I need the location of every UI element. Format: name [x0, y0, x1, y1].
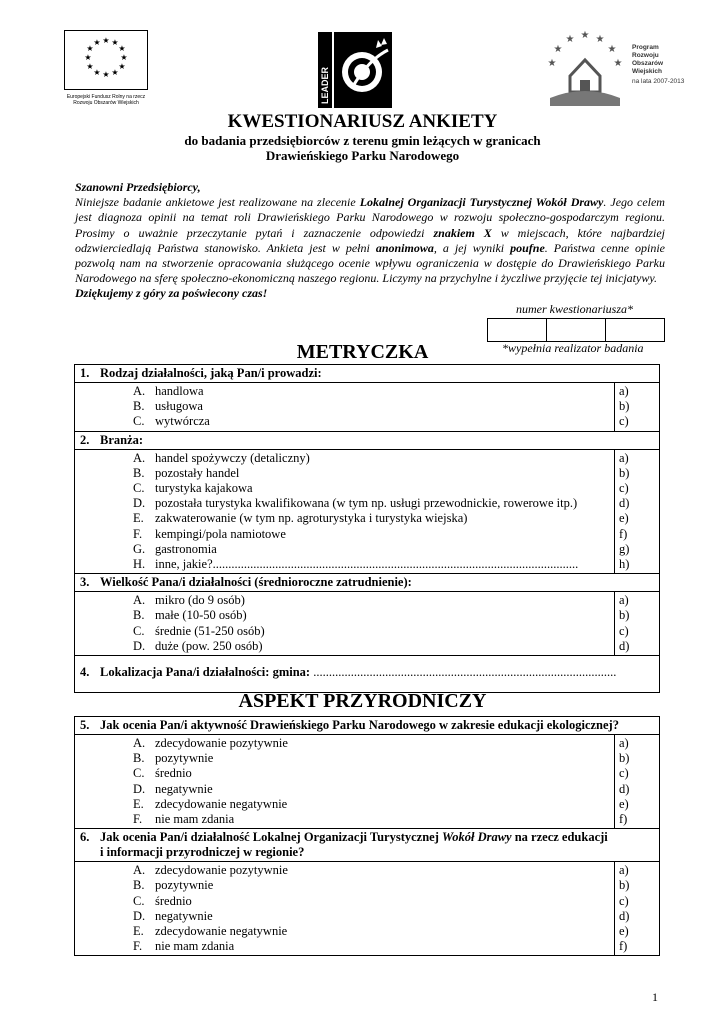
prow-line: Obszarów	[632, 60, 664, 67]
svg-text:★: ★	[118, 62, 126, 71]
option-text: pozostały handel	[155, 465, 240, 480]
svg-text:★: ★	[102, 70, 110, 79]
answer-checkbox[interactable]	[619, 812, 659, 827]
option-text: pozostała turystyka kwalifikowana (w tym np. usługi przewodnickie, rowerowe itp.)	[155, 496, 578, 511]
greeting: Szanowni Przedsiębiorcy,	[75, 180, 201, 194]
question-text: Jak ocenia Pan/i działalność Lokalnej Organizacji Turystycznej	[100, 830, 443, 845]
option-text: negatywnie	[155, 781, 213, 796]
option-letter: B.	[133, 608, 145, 623]
option-row	[75, 797, 614, 812]
option-text: średnie (51-250 osób)	[155, 623, 265, 638]
question-3-checkboxes	[615, 592, 660, 656]
thanks: Dziękujemy z góry za poświecony czas!	[75, 286, 268, 301]
answer-letter: a)	[619, 736, 629, 750]
svg-text:★: ★	[120, 53, 128, 62]
answer-letter: h)	[619, 557, 630, 572]
prow-text	[632, 44, 684, 86]
option-letter: B.	[133, 878, 145, 893]
option-row	[75, 736, 614, 751]
answer-checkbox[interactable]	[619, 766, 659, 781]
answer-letter: a)	[619, 593, 629, 608]
svg-text:★: ★	[86, 44, 94, 53]
option-text: handel spożywczy (detaliczny)	[155, 450, 310, 465]
question-number: 2.	[80, 432, 90, 447]
answer-dots: .................................................................................................	[310, 665, 617, 680]
metryczka-table	[74, 364, 660, 693]
svg-text:★: ★	[86, 62, 94, 71]
eu-logo	[58, 30, 154, 110]
option-row	[75, 451, 614, 466]
option-row	[75, 466, 614, 481]
option-text: zdecydowanie pozytywnie	[155, 736, 288, 750]
answer-checkbox[interactable]	[619, 909, 659, 924]
option-row	[75, 608, 614, 623]
answer-letter: a)	[619, 863, 629, 878]
questionnaire-number-label: numer kwestionariusza*	[516, 302, 633, 316]
svg-text:★: ★	[547, 58, 557, 69]
option-text: wytwórcza	[155, 414, 210, 429]
answer-checkbox[interactable]	[619, 557, 659, 572]
questionnaire-number-box[interactable]	[546, 318, 606, 342]
question-2-header	[75, 431, 660, 449]
intro-text: , a jej wyniki	[433, 240, 511, 255]
option-row	[75, 511, 614, 526]
question-5-checkboxes	[615, 735, 660, 829]
option-text: zakwaterowanie (w tym np. agroturystyka i turystyka wiejska)	[155, 511, 468, 526]
answer-letter: b)	[619, 878, 630, 893]
answer-checkbox[interactable]	[619, 797, 659, 812]
question-number: 4.	[80, 665, 90, 680]
option-text: pozytywnie	[155, 751, 214, 766]
question-3-header	[75, 574, 660, 592]
svg-text:★: ★	[93, 68, 101, 77]
intro-paragraph	[75, 180, 665, 302]
svg-text:★: ★	[580, 30, 590, 41]
answer-letter: b)	[619, 399, 630, 414]
section-title-metryczka: METRYCZKA	[296, 341, 429, 363]
option-letter: A.	[133, 450, 146, 465]
logo-bar	[0, 22, 725, 112]
option-text: nie mam zdania	[155, 939, 235, 954]
subtitle-line: do badania przedsiębiorców z terenu gmin leżących w granicach	[184, 133, 541, 148]
answer-checkbox[interactable]	[619, 481, 659, 496]
option-text: handlowa	[155, 384, 204, 398]
answer-checkbox[interactable]	[619, 542, 659, 557]
option-text: inne, jakie?.....................................................................................................................	[155, 557, 579, 572]
option-letter: H.	[133, 557, 146, 572]
intro-text: w miejscach, które najbardziej odzwierciedlają Państwa stanowisko. Ankieta jest w pełni	[75, 225, 665, 255]
option-letter: F.	[133, 526, 143, 541]
svg-text:★: ★	[84, 53, 92, 62]
question-text: Jak ocenia Pan/i aktywność Drawieńskiego Parku Narodowego w zakresie edukacji ekologicznej?	[100, 718, 619, 732]
section-title-aspekt: ASPEKT PRZYRODNICZY	[238, 690, 487, 712]
answer-checkbox[interactable]	[619, 451, 659, 466]
option-letter: E.	[133, 924, 144, 939]
option-letter: A.	[133, 736, 146, 750]
option-letter: B.	[133, 399, 145, 414]
option-text: negatywnie	[155, 908, 213, 923]
option-letter: A.	[133, 863, 146, 878]
option-text: małe (10-50 osób)	[155, 608, 247, 623]
prow-line: Rozwoju	[632, 52, 659, 59]
option-row	[75, 414, 614, 429]
answer-checkbox[interactable]	[619, 608, 659, 623]
option-letter: D.	[133, 781, 146, 796]
option-letter: B.	[133, 465, 145, 480]
option-row	[75, 924, 614, 939]
option-text: mikro (do 9 osób)	[155, 593, 245, 608]
answer-letter: c)	[619, 623, 629, 638]
option-row	[75, 639, 614, 654]
answer-letter: f)	[619, 939, 628, 954]
question-text: Wielkość Pana/i działalności (średnioroczne zatrudnienie):	[100, 575, 412, 590]
option-row	[75, 812, 614, 827]
answer-checkbox[interactable]	[619, 894, 659, 909]
eu-flag-icon	[64, 30, 148, 90]
answer-checkbox[interactable]	[619, 751, 659, 766]
option-letter: D.	[133, 908, 146, 923]
svg-text:★: ★	[111, 68, 119, 77]
questionnaire-number-box[interactable]	[605, 318, 665, 342]
option-text: zdecydowanie pozytywnie	[155, 863, 288, 878]
answer-checkbox[interactable]	[619, 414, 659, 429]
answer-letter: b)	[619, 751, 630, 766]
option-letter: C.	[133, 893, 145, 908]
svg-text:★: ★	[102, 36, 110, 45]
question-number: 3.	[80, 575, 90, 590]
question-text: na rzecz edukacji	[511, 830, 608, 845]
answer-checkbox[interactable]	[619, 466, 659, 481]
option-row	[75, 766, 614, 781]
answer-letter: e)	[619, 511, 629, 526]
option-row	[75, 863, 614, 878]
svg-text:★: ★	[118, 44, 126, 53]
question-6-header	[75, 829, 660, 862]
answer-letter: f)	[619, 812, 628, 827]
questionnaire-number-box[interactable]	[487, 318, 547, 342]
option-text: duże (pow. 250 osób)	[155, 638, 263, 653]
document-title: KWESTIONARIUSZ ANKIETY	[227, 111, 498, 132]
leader-label: LEADER	[320, 66, 330, 104]
leader-logo	[318, 30, 394, 110]
svg-text:★: ★	[93, 38, 101, 47]
answer-letter: e)	[619, 924, 629, 939]
intro-org: Lokalnej Organizacji Turystycznej Wokół Drawy	[359, 195, 604, 210]
question-number: 6.	[80, 830, 90, 845]
answer-checkbox[interactable]	[619, 496, 659, 511]
answer-letter: a)	[619, 384, 629, 398]
intro-mark: znakiem X	[433, 225, 492, 240]
option-row	[75, 878, 614, 893]
question-1-options	[75, 383, 615, 432]
answer-checkbox[interactable]	[619, 782, 659, 797]
option-text: nie mam zdania	[155, 812, 235, 827]
prow-years: na lata 2007-2013	[632, 78, 685, 85]
answer-letter: c)	[619, 414, 629, 429]
question-2-options	[75, 449, 615, 574]
answer-letter: d)	[619, 496, 630, 511]
option-letter: A.	[133, 384, 146, 398]
option-row	[75, 496, 614, 511]
answer-letter: c)	[619, 481, 629, 496]
eu-caption: Europejski Fundusz Rolny na rzecz Rozwoju Obszarów Wiejskich	[66, 94, 146, 106]
question-6-options	[75, 862, 615, 956]
option-letter: A.	[133, 593, 146, 608]
answer-letter: c)	[619, 766, 629, 781]
option-text: średnio	[155, 766, 192, 781]
option-letter: C.	[133, 766, 145, 781]
option-letter: F.	[133, 939, 143, 954]
prow-line: Program	[632, 44, 659, 51]
svg-text:★: ★	[565, 34, 575, 45]
option-letter: B.	[133, 751, 145, 766]
option-text: gastronomia	[155, 541, 217, 556]
question-number: 5.	[80, 718, 90, 732]
option-row	[75, 384, 614, 399]
question-5-header	[75, 717, 660, 735]
option-letter: D.	[133, 496, 146, 511]
answer-checkbox[interactable]	[619, 384, 659, 399]
option-row	[75, 557, 614, 572]
answer-letter: b)	[619, 608, 630, 623]
option-text: kempingi/pola namiotowe	[155, 526, 286, 541]
intro-anon: anonimowa	[375, 240, 434, 255]
option-text: pozytywnie	[155, 878, 214, 893]
answer-checkbox[interactable]	[619, 399, 659, 414]
option-text: usługowa	[155, 399, 203, 414]
answer-checkbox[interactable]	[619, 511, 659, 526]
intro-text: . Jego celem jest diagnoza opinii na temat roli Drawieńskiego Parku Narodowego w rozwoju społeczno-gospodarczym regionu. Prosimy o uważnie przeczytanie pytań i zaznaczenie odpowiedzi	[75, 195, 665, 240]
option-row	[75, 542, 614, 557]
option-row	[75, 894, 614, 909]
option-letter: C.	[133, 414, 145, 429]
question-6-checkboxes	[615, 862, 660, 956]
question-text: Lokalizacja Pana/i działalności: gmina:	[100, 665, 311, 680]
option-letter: G.	[133, 541, 146, 556]
answer-checkbox[interactable]	[619, 593, 659, 608]
intro-text: Niniejsze badanie ankietowe jest realizowane na zlecenie	[75, 195, 360, 210]
svg-text:★: ★	[613, 58, 623, 69]
option-text: średnio	[155, 893, 192, 908]
question-3-options	[75, 592, 615, 656]
option-letter: E.	[133, 796, 144, 811]
document-subtitle	[0, 133, 725, 163]
answer-checkbox[interactable]	[619, 736, 659, 751]
intro-secret: poufne	[510, 240, 545, 255]
answer-checkbox[interactable]	[619, 924, 659, 939]
prow-logo	[540, 26, 690, 112]
question-text: Rodzaj działalności, jaką Pan/i prowadzi:	[100, 366, 322, 380]
question-number: 1.	[80, 366, 90, 380]
answer-letter: c)	[619, 893, 629, 908]
answer-letter: f)	[619, 526, 628, 541]
option-row	[75, 782, 614, 797]
answer-letter: a)	[619, 450, 629, 465]
question-1-header	[75, 365, 660, 383]
option-row	[75, 939, 614, 954]
question-2-checkboxes	[615, 449, 660, 574]
option-letter: E.	[133, 511, 144, 526]
svg-text:★: ★	[553, 44, 563, 55]
option-letter: F.	[133, 812, 143, 827]
option-row	[75, 751, 614, 766]
question-1-checkboxes	[615, 383, 660, 432]
questionnaire-number-boxes	[488, 318, 665, 342]
option-text: zdecydowanie negatywnie	[155, 924, 288, 939]
option-row	[75, 399, 614, 414]
question-text-italic: Wokół Drawy	[442, 830, 512, 845]
answer-checkbox[interactable]	[619, 939, 659, 954]
option-text: turystyka kajakowa	[155, 481, 253, 496]
question-text: Branża:	[100, 432, 144, 447]
answer-checkbox[interactable]	[619, 878, 659, 893]
question-text: i informacji przyrodniczej w regionie?	[100, 845, 305, 860]
svg-text:★: ★	[595, 34, 605, 45]
option-letter: C.	[133, 623, 145, 638]
answer-letter: d)	[619, 908, 630, 923]
svg-text:★: ★	[111, 38, 119, 47]
svg-text:★: ★	[607, 44, 617, 55]
answer-letter: g)	[619, 541, 630, 556]
answer-letter: b)	[619, 465, 630, 480]
option-row	[75, 527, 614, 542]
option-letter: C.	[133, 481, 145, 496]
answer-checkbox[interactable]	[619, 639, 659, 654]
answer-checkbox[interactable]	[619, 624, 659, 639]
realizator-note: *wypełnia realizator badania	[502, 341, 644, 355]
option-text: zdecydowanie negatywnie	[155, 796, 288, 811]
intro-text: . Państwa cenne opinie pozwolą nam na stworzenie opracowania służącego ocenie wpływu ograniczenia w dostępie do Drawieńskiego Parku Narodowego na sferę społeczno-ekonomiczną naszego regionu. Liczymy na przychylne i życzliwe przyjęcie tej inicjatywy.	[75, 240, 666, 286]
option-row	[75, 624, 614, 639]
answer-letter: e)	[619, 796, 629, 811]
option-row	[75, 481, 614, 496]
answer-letter: d)	[619, 638, 630, 653]
prow-line: Wiejskich	[632, 68, 662, 75]
question-5-options	[75, 735, 615, 829]
question-4-row[interactable]	[75, 656, 660, 693]
subtitle-line: Drawieńskiego Parku Narodowego	[265, 148, 460, 163]
aspekt-table	[74, 716, 660, 956]
answer-checkbox[interactable]	[619, 863, 659, 878]
option-letter: D.	[133, 638, 146, 653]
answer-letter: d)	[619, 781, 630, 796]
option-row	[75, 909, 614, 924]
answer-checkbox[interactable]	[619, 527, 659, 542]
option-row	[75, 593, 614, 608]
page-number: 1	[652, 990, 658, 1004]
